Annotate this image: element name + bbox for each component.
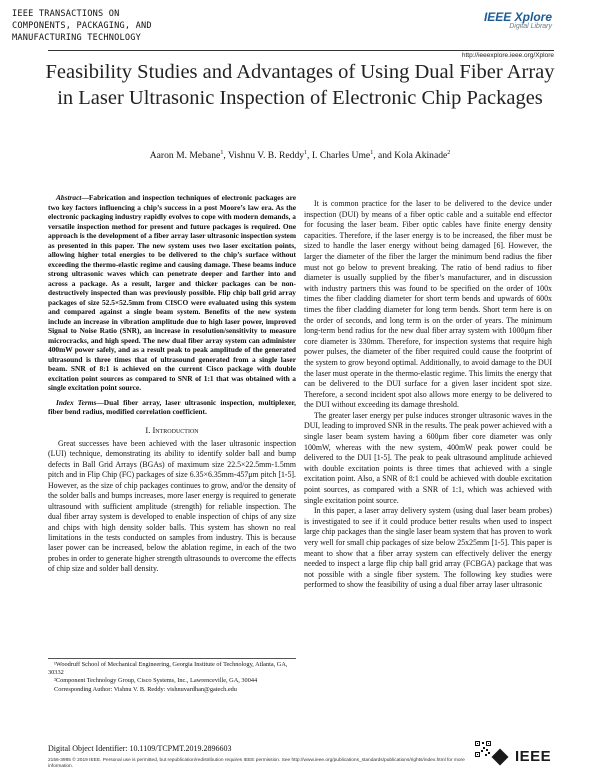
introduction-body (48, 439, 296, 575)
right-paragraph-2: The greater laser energy per pulse induces stronger ultrasonic waves in the DUI, leading to improved SNR in the results. The peak power achieved with a single laser beam system having a 600μm fiber core diameter was only 100mW, whereas with the new system, 400mW peak power could be delivered to the DUI [1-5]. The peak to peak ultrasound amplitude achieved with double excitation points is three times that achieved with a single excitation point. Also, a SNR of 8:1 could be achieved with double excitation point sources, as compared with a SNR of 1:1, which was achieved with single excitation point source. (304, 410, 552, 505)
index-terms-text: —Dual fiber array, laser ultrasonic inspection, multiplexer, fiber bend radius, modified correlation coefficient. (48, 397, 297, 416)
right-column (304, 199, 552, 591)
author-3: I. Charles Ume$^1$, and (311, 150, 395, 162)
journal-header (12, 8, 252, 44)
ieee-diamond-icon (492, 748, 509, 765)
author-4: Kola Akinade$^2$ (394, 150, 451, 162)
author-2: Vishnu V. B. Reddy$^1$, (227, 150, 312, 162)
footnote-affiliation-2: ²Component Technology Group, Cisco Systems, Inc., Lawrenceville, GA, 30044 (54, 677, 258, 685)
ieee-wordmark: IEEE (515, 748, 552, 765)
index-terms (48, 398, 296, 417)
ieee-xplore-logo[interactable] (484, 10, 552, 30)
abstract-label: Abstract (56, 193, 82, 202)
journal-line-3: MANUFACTURING TECHNOLOGY (12, 33, 141, 43)
footnote-corresponding-author: Corresponding Author: Vishnu V. B. Reddy: vishnuvardhan@gatech.edu (54, 685, 237, 693)
header-rule (48, 50, 554, 51)
abstract (48, 193, 296, 393)
footnotes (48, 658, 296, 694)
author-1: Aaron M. Mebane$^1$, (149, 150, 228, 162)
section-heading-introduction: I. Introduction (145, 424, 199, 435)
intro-paragraph-1: Great successes have been achieved with the laser ultrasonic inspection (LUI) technique, demonstrating its ability to identify solder ball and bump defects in Ball Grid Arrays (BGAs) of maximum size 22.5×22.5mm-1.5mm pitch and in Flip Chip (FC) packages of size 6.35×6.35mm-457μm pitch [1-5]. However, as the size of chip packages continues to grow, and/or the density of the solder balls and bumps increases, more laser energy is required to generate ultrasound with sufficient amplitude (strength) for reliable inspection. The dual fiber array system is developed to enable inspection of chips of any size and chips with high density solder balls. This system has shown no real limitations in the tests conducted on samples from industry. This is because laser power can be increased, below the ablation regime, in each of the two probes in order to generate higher strength ultrasounds to overcome the effects of chip size and solder ball density. (48, 438, 296, 574)
footnote-affiliation-1: ¹Woodruff School of Mechanical Engineering, Georgia Institute of Technology, Atlanta, GA, 30332 (48, 661, 288, 677)
index-terms-label: Index Terms (56, 397, 97, 407)
abstract-text: —Fabrication and inspection techniques of electronic packages are two key factors influencing a chip’s success in a post Moore’s law era. As the electronic packaging industry rapidly evolves to cope with modern demands, a versatile inspection method for present and future packages is required. One approach is the development of a fiber array laser ultrasonic inspection system as presented in this paper. The new system uses two laser excitation points, allowing higher total energies to be delivered to the chip’s surface without exceeding the thermo-elastic regime and causing damage. These beams induce strong ultrasonic waves which can penetrate deeper and farther into and across a package. As a result, larger and thicker packages can be non-destructively inspected than was previously possible. Flip chip ball grid array packages of size 52.5×52.5mm from CISCO were evaluated using this system and compared against a single beam system. Benefits of the new system include an increase in vibration amplitude due to high laser power, improved Signal to Noise Ratio (SNR), an increase in resolution/sensitivity to measure microcracks, and high speed. The new dual fiber array system can administer 400mW power safely, and as a result peak to peak amplitude of the generated ultrasound is three times that of ultrasound generated from a single laser beam. SNR of 8:1 is achieved on the current Cisco package with double excitation point sources as compared to SNR of 1:1 that was obtained with a single excitation point source. (48, 193, 296, 392)
paper-title: Feasibility Studies and Advantages of Using Dual Fiber Array in Laser Ultrasonic Inspection of Electronic Chip Packages (45, 61, 555, 109)
qr-code-icon (474, 740, 492, 758)
xplore-subtitle: Digital Library (509, 23, 552, 30)
author-list (40, 150, 560, 161)
ieee-logo (494, 748, 551, 765)
right-paragraph-1: It is common practice for the laser to be delivered to the device under inspection (DUI) by means of a fiber optic cable and a suitable end effector for focusing the laser beam. Fiber optic cables have finite energy density capacities. Therefore, if the laser energy is to be increased, the fiber must be sized to handle the laser energy without being damaged [6]. However, the larger the diameter of the fiber the larger the minimum bend radius the fiber must not go below to prevent breaking. The ratio of bend radius to fiber diameter is usually supplied by the fiber’s manufacturer, and in discussion with industry partners this was found to be specified on the order of 100x times the fiber cladding diameter for short term bends and upwards of 600x times the fiber cladding diameter for long term bends. Short term here is on the order of seconds, and long term is on the order of years. The minimum long-term bend radius for the new dual fiber array system with 1000μm fiber core diameter is 330mm. Therefore, for inspection systems that require high power pulses, the diameter of the fiber required could cause the footprint of the system to grow beyond optimal. Additionally, to avoid damage to the DUI the laser must operate in the thermo-elastic regime. This limits the energy that can be delivered to the DUI surface for a given laser incident spot size. Therefore, a second incident spot also allows more energy to be delivered to the DUI without exceeding its damage threshold. (304, 199, 552, 410)
xplore-url[interactable]: http://ieeexplore.ieee.org/Xplore (461, 52, 554, 59)
right-paragraph-3: In this paper, a laser array delivery system (using dual laser beam probes) is investigated to see if it could produce better results when used to inspect large chip packages than the single laser beam system that has proven to work very well for small chip packages of size below 25x25mm [1-5]. This paper is meant to show that a fiber array system can effectively deliver the energy needed to inspect a large flip chip ball grid array (FCBGA) package that was not possible with a single fiber system. The following key studies were performed to show the feasibility of using a dual fiber array laser ultrasonic (304, 506, 552, 590)
journal-line-2: COMPONENTS, PACKAGING, AND (12, 21, 152, 31)
journal-line-1: IEEE TRANSACTIONS ON (12, 9, 120, 19)
copyright-notice: 2156-3985 © 2019 IEEE. Personal use is permitted, but republication/redistribution requires IEEE permission. See http://www.ieee.org/publications_standards/publications/rights/index.html for more information. (48, 758, 465, 769)
xplore-brand: IEEE Xplore (483, 10, 552, 24)
left-column (48, 193, 296, 575)
doi[interactable]: Digital Object Identifier: 10.1109/TCPMT.2019.2896603 (48, 744, 232, 753)
